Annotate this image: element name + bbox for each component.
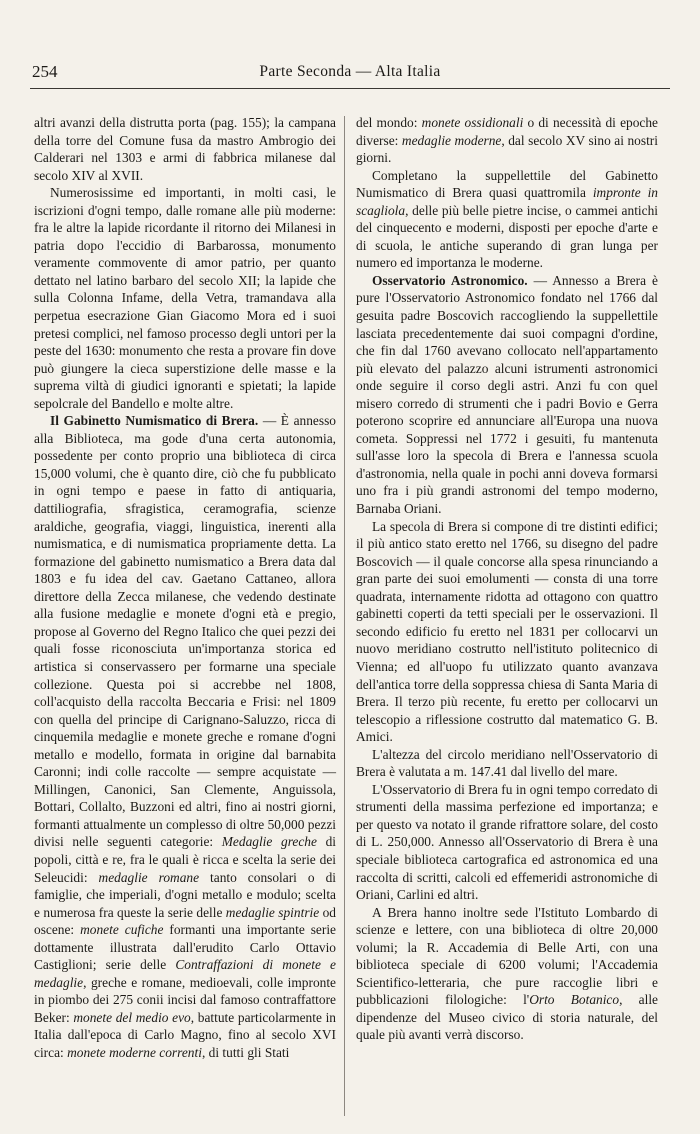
text-run: , alle dipendenze del Museo civico di storia naturale, del quale più avanti verrà discorso. <box>356 992 658 1043</box>
text-run: L'Osservatorio di Brera fu in ogni tempo corredato di strumenti della massima perfezione ed importanza; e per questo va notato il grande rifrattore solare, del costo di L. 250,000. Annesso all'Osservatorio di Brera è una speciale biblioteca cartografica ed astronomica ed una raccolta di scritti, calcoli ed effemeridi astronomiche di Oriani, Carlini ed altri. <box>356 781 658 903</box>
paragraph <box>356 746 658 781</box>
text-run: A Brera hanno inoltre sede l'Istituto Lombardo di scienze e lettere, con una biblioteca di oltre 20,000 volumi; la R. Accademia di Belle Arti, con una biblioteca speciale di 6200 volumi; l'Accademia Scientifico-letteraria, che pure raccoglie libri e pubblicazioni filologiche: l' <box>356 904 658 1008</box>
text-run: del mondo: <box>356 115 422 130</box>
italic-term: monete cufiche <box>80 922 164 938</box>
page-number: 254 <box>32 62 58 81</box>
italic-term: monete del medio evo <box>73 1009 191 1025</box>
paragraph <box>356 781 658 904</box>
text-run: , delle più belle pietre incise, o cammei antichi del cinquecento e moderni, disposti per epoche d'arte e di scuola, le antiche superando di gran lunga per numero ed importanza le moderne. <box>356 202 658 271</box>
paragraph <box>356 518 658 746</box>
continued-paragraph <box>34 114 336 184</box>
italic-term: monete ossidionali <box>421 115 524 130</box>
text-run: , dal secolo XV sino ai nostri giorni. <box>356 132 658 166</box>
section-heading: Il Gabinetto Numismatico di Brera. <box>50 413 259 429</box>
right-column <box>356 114 658 1044</box>
text-run: altri avanzi della distrutta porta (pag. 155); la campana della torre del Comune fusa da mastro Ambrogio dei Calderari nel 1303 e armi di fabbrica milanese dal secolo XIV al XVII. <box>34 115 336 183</box>
text-run: o di necessità di epoche diverse: <box>356 115 658 148</box>
text-run: , battute particolarmente in Italia dall'epoca di Carlo Magno, fino al secolo XVI circa: <box>34 1009 336 1060</box>
paragraph <box>356 167 658 272</box>
text-run: od oscene: <box>34 904 336 938</box>
text-run: L'altezza del circolo meridiano nell'Osservatorio di Brera è valutata a m. 147.41 dal livello del mare. <box>356 746 658 780</box>
italic-term: Medaglie greche <box>221 834 317 850</box>
paragraph <box>34 412 336 1061</box>
text-run: — È annesso alla Biblioteca, ma gode d'una certa autonomia, possedente per conto proprio una biblioteca di circa 15,000 volumi, che è quanto dire, ciò che fu pubblicato in ogni tempo e paese in fatto di antiquaria, dattiliografia, sfragistica, ceramografia, scienze araldiche, geografia, viaggi, linguistica, inerenti alla numismatica, e di numismatica propriamente detta. La formazione del gabinetto numismatico a Brera data dal 1803 e fu idea del cav. Gaetano Cattaneo, allora direttore della Zecca milanese, che vedendo destinate alla fusione medaglie e monete d'ogni età e pregio, propose al Governo del Regno Italico che quei pezzi dei quali fosse riconosciuta un'importanza storica ed artistica si conservassero per formarne una speciale collezione. Questa poi si accrebbe nel 1808, coll'acquisto della raccolta Beccaria e Frisi: nel 1809 con quella del principe di Carignano-Saluzzo, ricca di cinquemila medaglie e monete greche e romane d'ogni metallo e modello, formata in origine dal barnabita Caronni; indi colle raccolte — sempre acquistate — Millingen, Canonici, San Clemente, Anguissola, Bottari, Collalto, Buzzoni ed altri, fino ai nostri giorni, formanti attualmente un complesso di oltre 50,000 pezzi divisi nelle seguenti categorie: <box>34 413 336 850</box>
text-run: , greche e romane, medioevali, colle impronte in piombo dei 275 conii incisi dal famoso contraffattore Beker: <box>34 974 336 1025</box>
paragraph <box>356 904 658 1044</box>
text-run: La specola di Brera si compone di tre distinti edifici; il più antico stato eretto nel 1766, su disegno del padre Boscovich — il quale concorse alla spesa rinunciando a gran parte dei suoi emolumenti — consta di una torre quadrata, internamente ridotta ad ottagono con quattro gabinetti coperti da tetti speciali per le osservazioni. Il secondo edificio fu eretto nel 1831 per collocarvi un nuovo meridiano costrutto nell'istituto politecnico di Vienna; ed all'uopo fu utilizzato quanto avanzava dell'antica torre della soppressa chiesa di Santa Maria di Brera. Il terzo più recente, fu eretto per collocarvi un telescopio a riflessione costrutto dal matematico G. B. Amici. <box>356 518 658 745</box>
continued-paragraph <box>356 114 658 167</box>
text-run: — Annesso a Brera è pure l'Osservatorio Astronomico fondato nel 1766 dal gesuita padre Boscovich raccogliendo la suppellettile lasciata precedentemente dai suoi compagni d'ordine, che fin dal 1760 avevano collocato nell'appartamento più elevato del palazzo alcuni istrumenti astronomici onde seguire il corso degli astri. Anzi fu con quel misero corredo di strumenti che i padri Bovio e Gerra poterono scoprire ed annunciare all'Europa una nuova cometa. Soppressi nel 1772 i gesuiti, fu mantenuta sull'asse loro la specola di Brera e l'annessa scuola d'astronomia, nella quale in pochi anni doveva formarsi uno fra i più grandi astronomi del tempo moderno, Barnaba Oriani. <box>356 272 658 517</box>
text-run: Numerosissime ed importanti, in molti casi, le iscrizioni d'ogni tempo, dalle romane alle più moderne: fra le altre la lapide ricordante il ritorno dei Milanesi in patria dopo l'eccidio di Barbarossa, monumento veramente commovente di amor patrio, per quanto dettato nel latino barbaro del secolo XII; la lapide che sulla Colonna Infame, della Vetra, tramandava alla perpetua esecrazione Gian Giacomo Mora ed i suoi pretesi complici, nel famoso processo degli untori per la peste del 1630: monumento che resta a provare fin dove può giungere la cieca superstizione delle masse e la suprema viltà di giudici ignoranti e spietati; la lapide sepolcrale del Bandello e molte altre. <box>34 185 336 411</box>
italic-term: Orto Botanico <box>529 992 620 1008</box>
column-divider <box>344 116 345 1116</box>
italic-term: Contraffazioni di monete e medaglie <box>34 957 337 990</box>
text-run: di popoli, città e re, fra le quali è ricca e scelta la serie dei Seleucidi: <box>34 834 336 885</box>
section-heading: Osservatorio Astronomico. <box>372 272 528 288</box>
text-run: , di tutti gli Stati <box>201 1044 290 1060</box>
page-header <box>30 62 670 89</box>
left-column <box>34 114 336 1062</box>
text-run: formanti una importante serie dottamente illustrata dall'erudito Carlo Ottavio Castiglioni; serie delle <box>34 922 336 973</box>
italic-term: impronte in scagliola <box>356 185 658 218</box>
italic-term: medaglie romane <box>98 869 200 885</box>
paragraph <box>34 184 336 412</box>
text-run: Completano la suppellettile del Gabinetto Numismatico di Brera quasi quattromila <box>356 167 658 201</box>
italic-term: monete moderne correnti <box>67 1044 202 1060</box>
text-run: tanto consolari o di famiglie, che imperiali, d'ogni metallo e modulo; scelta e numerosa fra queste la serie delle <box>34 869 336 920</box>
running-title: Parte Seconda — Alta Italia <box>259 63 441 80</box>
italic-term: medaglie spintrie <box>225 904 320 920</box>
italic-term: medaglie moderne <box>401 132 502 148</box>
paragraph <box>356 272 658 518</box>
